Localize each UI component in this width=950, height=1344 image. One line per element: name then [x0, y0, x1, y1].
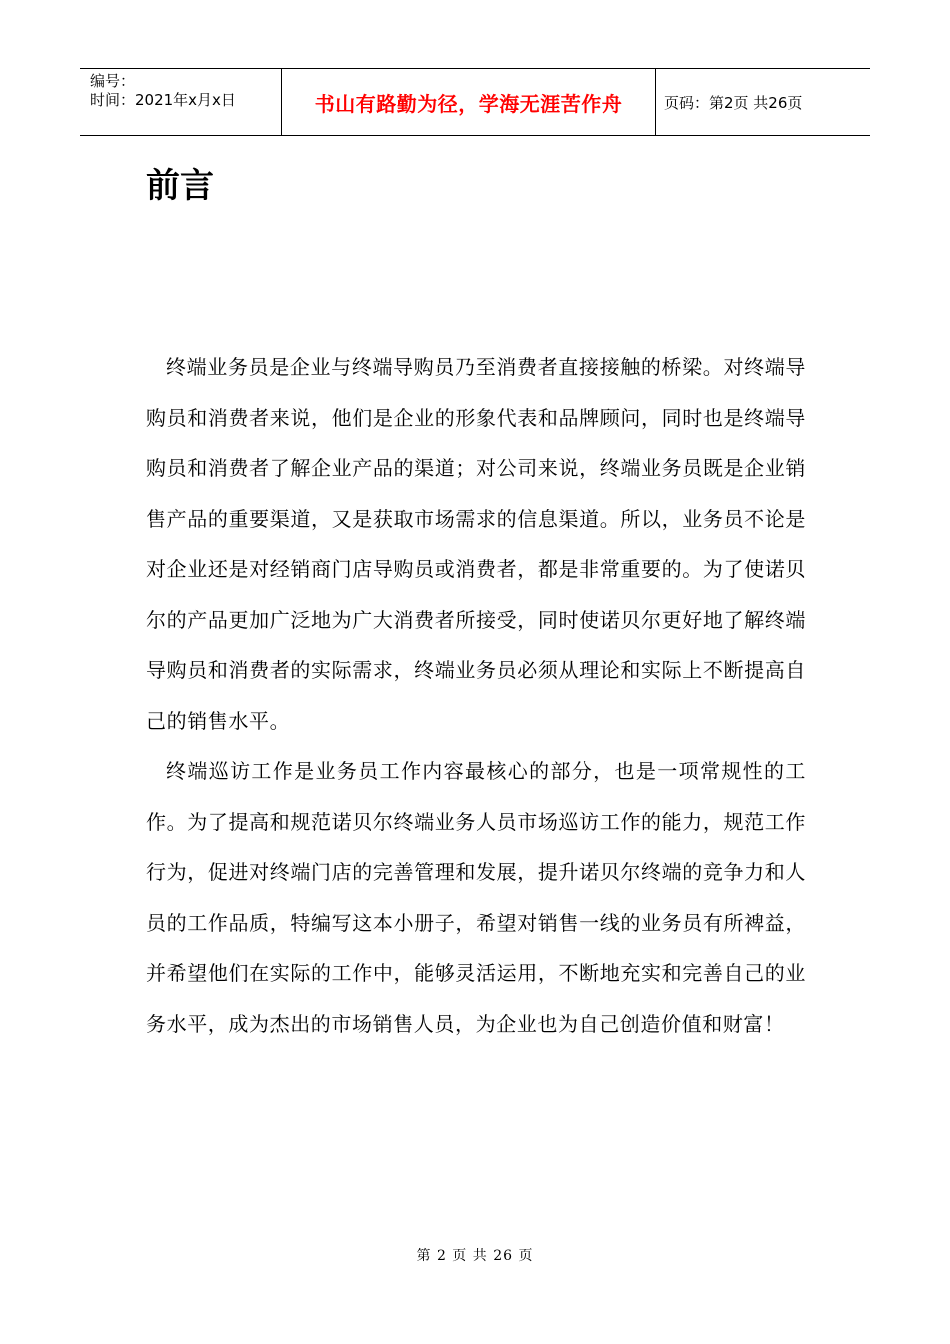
- header-number-label: 编号：: [90, 72, 136, 90]
- header-meta: [80, 69, 282, 135]
- header-page-info: 页码：第2页 共26页: [664, 93, 803, 112]
- page-footer: 第 2 页 共 26 页: [416, 1248, 534, 1264]
- header-time-label: 时间：2021年x月x日: [90, 91, 236, 109]
- body-paragraph-1: 终端业务员是企业与终端导购员乃至消费者直接接触的桥梁。对终端导购员和消费者来说，他们是企业的形象代表和品牌顾问，同时也是终端导购员和消费者了解企业产品的渠道；对公司来说，终端业务员既是企业销售产品的重要渠道，又是获取市场需求的信息渠道。所以，业务员不论是对企业还是对经销商门店导购员或消费者，都是非常重要的。为了使诺贝尔的产品更加广泛地为广大消费者所接受，同时使诺贝尔更好地了解终端导购员和消费者的实际需求，终端业务员必须从理论和实际上不断提高自己的销售水平。: [146, 355, 806, 733]
- header-motto: 书山有路勤为径，学海无涯苦作舟: [282, 69, 656, 135]
- page-header: [80, 68, 870, 136]
- page-title: 前言: [146, 166, 214, 206]
- body-paragraph-2: 终端巡访工作是业务员工作内容最核心的部分，也是一项常规性的工作。为了提高和规范诺贝尔终端业务人员市场巡访工作的能力，规范工作行为，促进对终端门店的完善管理和发展，提升诺贝尔终端的竞争力和人员的工作品质，特编写这本小册子，希望对销售一线的业务员有所裨益，并希望他们在实际的工作中，能够灵活运用，不断地充实和完善自己的业务水平，成为杰出的市场销售人员，为企业也为自己创造价值和财富！: [146, 759, 806, 1036]
- document-body: [146, 342, 806, 1049]
